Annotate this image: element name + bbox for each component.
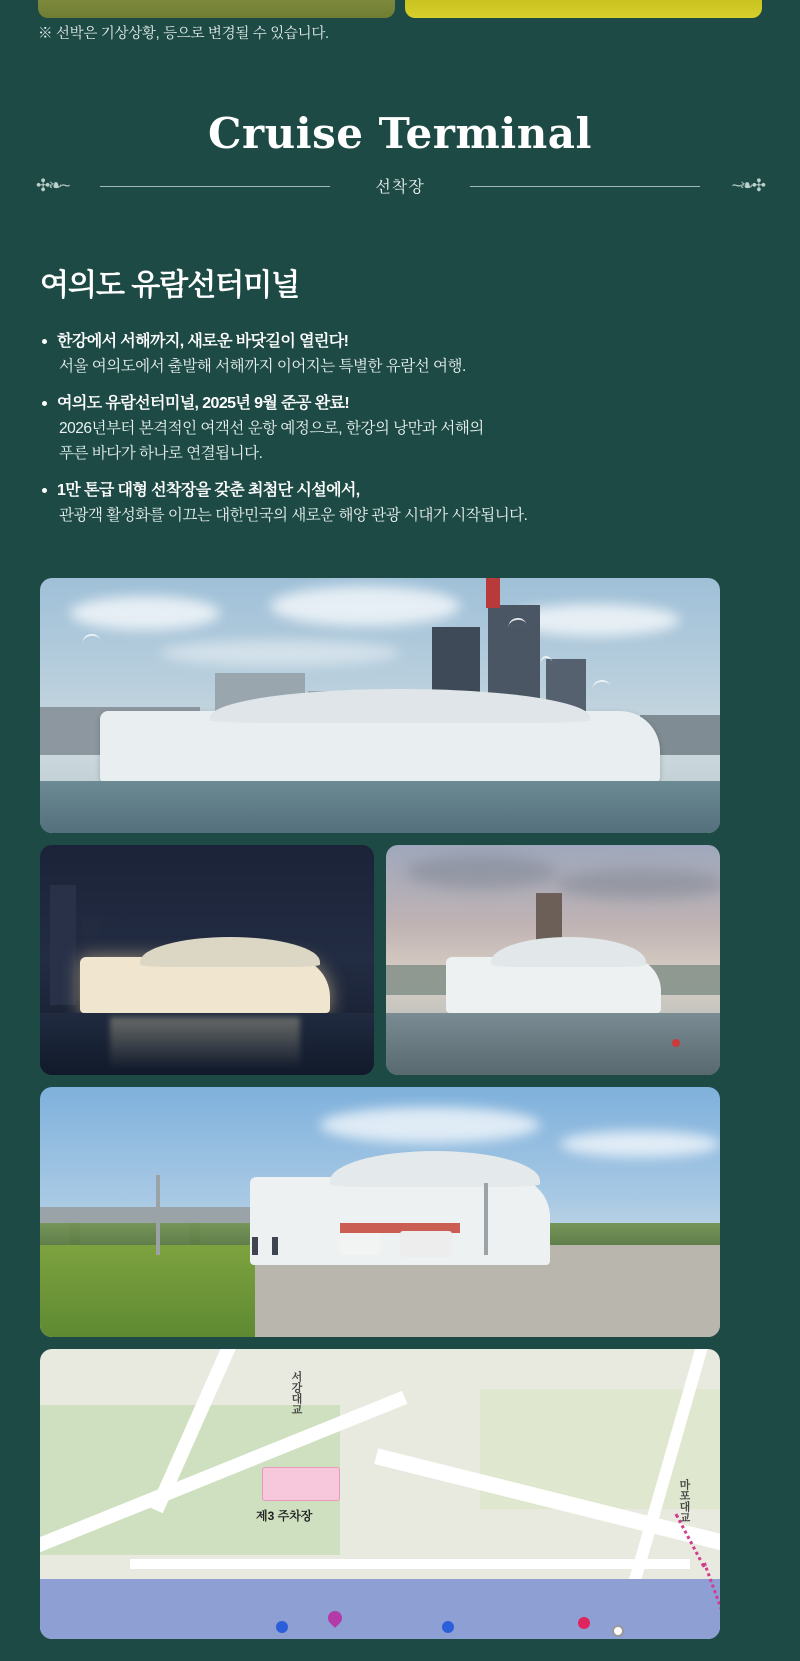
bullet-lead: 여의도 유람선터미널, 2025년 9월 준공 완료! [40,392,760,416]
grass-area [40,1245,255,1337]
light-pole [484,1183,488,1255]
list-item [40,479,760,528]
person-shape [252,1237,258,1255]
terminal-ground-view-photo [40,1087,720,1337]
ornament-right-icon: ~❧✣ [731,176,764,196]
bullet-list [40,330,760,541]
cloud-shape [406,855,556,889]
light-pole [156,1175,160,1255]
cruise-photo-thumb-right [405,0,762,18]
terminal-building [80,957,330,1013]
river-water [40,1013,374,1075]
buoy-marker [672,1039,680,1047]
list-item [40,330,760,379]
list-item [40,392,760,466]
cloud-shape [160,640,400,666]
bullet-sub: 관광객 활성화를 이끄는 대한민국의 새로운 해양 관광 시대가 시작됩니다. [59,507,528,525]
section-title-block [0,110,800,200]
title-divider [0,174,800,200]
terminal-daytime-skyline-photo [40,578,720,833]
map-poi-dot[interactable] [578,1617,590,1629]
vehicle-shape [340,1233,380,1255]
river-water [386,1013,720,1075]
terminal-night-view-photo [40,845,374,1075]
bullet-sub: 푸른 바다가 하나로 연결됩니다. [59,445,263,463]
map-station-dot[interactable] [442,1621,454,1633]
terminal-dusk-view-photo [386,845,720,1075]
notice-text: ※ 선박은 기상상황, 등으로 변경될 수 있습니다. [38,26,329,42]
map-road-line [130,1559,690,1569]
terminal-building [100,711,660,783]
bullet-sub: 서울 여의도에서 출발해 서해까지 이어지는 특별한 유람선 여행. [59,358,466,375]
photo-row [40,845,720,1075]
cloud-shape [560,1131,720,1157]
map-station-dot[interactable] [276,1621,288,1633]
page-title: 여의도 유람선터미널 [40,269,300,302]
river-water [40,781,720,833]
photo-gallery [40,578,720,1639]
vehicle-shape [400,1231,452,1257]
bullet-lead: 한강에서 서해까지, 새로운 바닷길이 열린다! [40,330,760,354]
bridge-shape [40,1207,270,1223]
map-parking-area [262,1467,340,1501]
building-shape [50,885,76,1005]
map-poi-dot[interactable] [612,1625,624,1637]
bullet-sub: 2026년부터 본격적인 여객선 운항 예정으로, 한강의 낭만과 서해의 [59,420,484,438]
location-map[interactable] [40,1349,720,1639]
bullet-lead: 1만 톤급 대형 선착장을 갖춘 최첨단 시설에서, [40,479,760,503]
terminal-building [446,957,661,1013]
title-korean: 선착장 [375,179,425,197]
map-road-label: 서강대교 [290,1371,302,1415]
title-english: Cruise Terminal [208,109,592,158]
cloud-shape [320,1107,540,1143]
map-parking-label: 제3 주차장 [256,1509,313,1523]
building-antenna [486,578,500,608]
top-image-strip [0,0,800,18]
cruise-photo-thumb-left [38,0,395,18]
person-shape [272,1237,278,1255]
cloud-shape [556,869,720,899]
cloud-shape [270,586,460,626]
ornament-left-icon: ✣❧~ [36,176,69,196]
map-road-label: 마포대교 [678,1479,690,1523]
cloud-shape [70,596,220,630]
